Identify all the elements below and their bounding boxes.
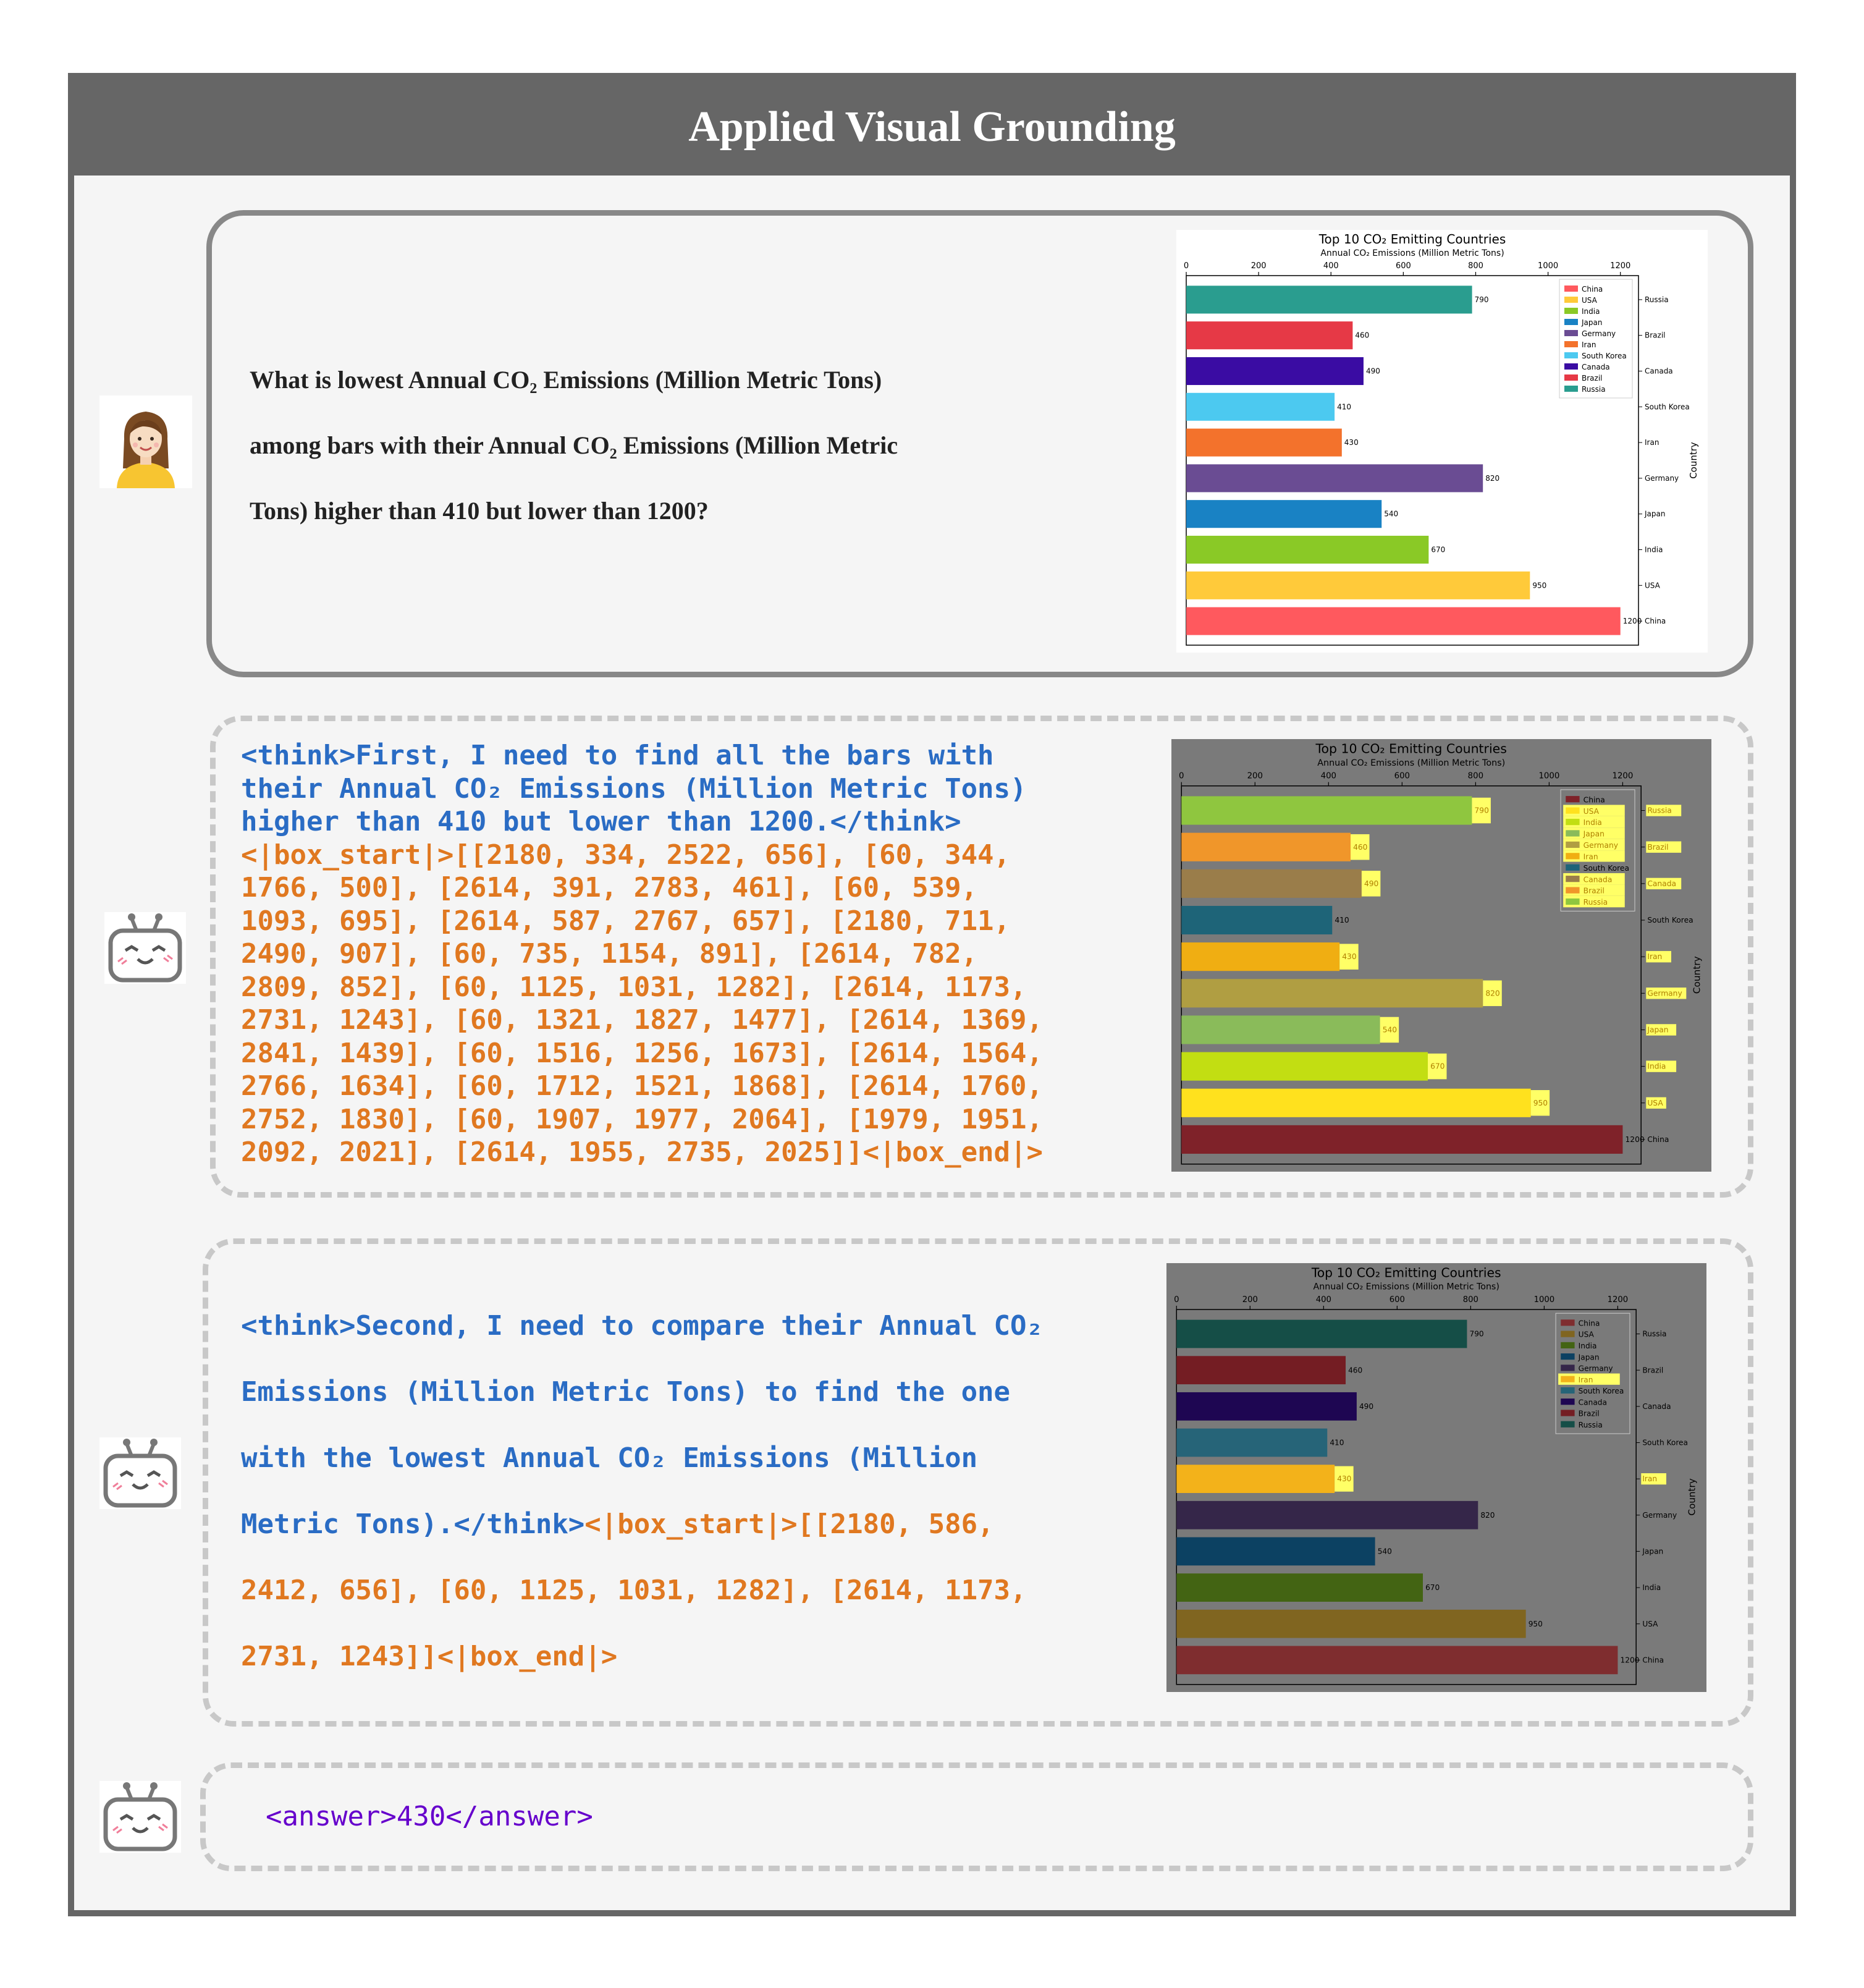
legend-swatch — [1566, 830, 1579, 836]
legend-swatch — [1566, 808, 1579, 814]
category-label: Japan — [1645, 509, 1666, 518]
reasoning-line — [241, 772, 1027, 806]
legend-entry: Iran — [1578, 1375, 1593, 1384]
x-axis-label: Annual CO₂ Emissions (Million Metric Tons) — [1317, 758, 1506, 768]
legend-swatch — [1561, 1410, 1574, 1416]
bar — [1181, 906, 1332, 934]
x-axis-label: Annual CO₂ Emissions (Million Metric Tons) — [1313, 1282, 1499, 1292]
legend-swatch — [1561, 1421, 1574, 1428]
box-coordinates-text: 2752, 1830], [60, 1907, 1977, 2064], [1979, 1951, — [241, 1103, 1044, 1135]
x-tick-label: 1000 — [1538, 771, 1560, 781]
category-label: Russia — [1642, 1329, 1667, 1339]
bar — [1186, 500, 1381, 528]
bar — [1186, 572, 1530, 599]
legend-entry: Brazil — [1583, 886, 1605, 895]
value-label: 1200 — [1625, 1135, 1645, 1144]
x-tick-label: 600 — [1389, 1295, 1405, 1305]
box-coordinates-text: 2731, 1243]]<|box_end|> — [241, 1641, 618, 1672]
legend-swatch — [1566, 865, 1579, 871]
bar — [1176, 1610, 1525, 1638]
value-label: 540 — [1384, 509, 1399, 518]
reasoning-line — [241, 839, 1010, 872]
legend-entry: Russia — [1583, 898, 1608, 907]
category-label: Germany — [1642, 1510, 1677, 1520]
value-label: 950 — [1528, 1619, 1543, 1628]
y-axis-label: Country — [1686, 1478, 1698, 1516]
value-label: 820 — [1480, 1510, 1495, 1520]
bar — [1186, 286, 1472, 313]
value-label: 410 — [1337, 402, 1352, 412]
value-label: 430 — [1342, 952, 1357, 962]
question-line: among bars with their Annual CO₂ Emissions (Million Metric — [250, 431, 898, 459]
value-label: 490 — [1364, 879, 1379, 888]
x-tick-label: 400 — [1323, 261, 1339, 271]
x-axis-label: Annual CO₂ Emissions (Million Metric Tons) — [1320, 248, 1504, 258]
x-tick-label: 200 — [1250, 261, 1267, 271]
legend-entry: Canada — [1578, 1398, 1607, 1407]
legend-swatch — [1564, 341, 1578, 347]
assistant-avatar-icon — [99, 1437, 181, 1509]
legend-entry: South Korea — [1582, 352, 1627, 360]
reasoning-line — [241, 1293, 1043, 1359]
legend-swatch — [1561, 1342, 1574, 1348]
value-label: 460 — [1348, 1366, 1363, 1375]
reasoning-line — [241, 739, 994, 772]
legend-swatch — [1561, 1364, 1574, 1371]
bar — [1186, 429, 1342, 457]
legend-swatch — [1564, 386, 1578, 392]
reasoning-line — [241, 905, 1010, 938]
reasoning-line — [241, 1557, 1027, 1623]
think-text: Metric Tons).</think> — [241, 1508, 585, 1540]
value-label: 1200 — [1620, 1656, 1640, 1665]
x-tick-label: 0 — [1174, 1295, 1179, 1305]
legend-swatch — [1566, 796, 1579, 802]
value-label: 430 — [1337, 1474, 1352, 1484]
legend-entry: Brazil — [1578, 1409, 1600, 1418]
x-tick-label: 1200 — [1610, 261, 1631, 271]
legend-swatch — [1566, 853, 1579, 859]
bar — [1181, 796, 1472, 824]
category-label: Iran — [1647, 952, 1663, 962]
question-line: Tons) higher than 410 but lower than 1200? — [250, 497, 709, 525]
think-text: their Annual CO₂ Emissions (Million Metric Tons) — [241, 772, 1027, 805]
value-label: 790 — [1474, 806, 1489, 815]
category-label: USA — [1647, 1098, 1663, 1107]
legend-entry: Germany — [1582, 329, 1616, 338]
legend-entry: India — [1583, 818, 1602, 827]
value-label: 430 — [1344, 438, 1359, 447]
value-label: 410 — [1335, 916, 1349, 925]
category-label: China — [1647, 1135, 1669, 1144]
category-label: South Korea — [1645, 402, 1690, 412]
chart-title: Top 10 CO₂ Emitting Countries — [1311, 1265, 1501, 1280]
category-label: Russia — [1645, 295, 1669, 304]
bar — [1186, 321, 1352, 349]
think-text: Emissions (Million Metric Tons) to find the one — [241, 1376, 1011, 1408]
legend-entry: Canada — [1583, 875, 1613, 884]
legend-entry: India — [1578, 1341, 1597, 1350]
assistant-avatar-icon — [99, 1781, 181, 1853]
x-tick-label: 200 — [1242, 1295, 1258, 1305]
value-label: 410 — [1330, 1438, 1344, 1447]
legend-entry: Brazil — [1582, 374, 1603, 383]
legend-entry: China — [1582, 285, 1603, 294]
legend-entry: USA — [1583, 806, 1600, 816]
chart-title: Top 10 CO₂ Emitting Countries — [1318, 232, 1506, 247]
bar — [1176, 1320, 1467, 1348]
x-tick-label: 200 — [1247, 771, 1263, 781]
bar — [1176, 1501, 1478, 1529]
answer-text: <answer>430</answer> — [266, 1801, 593, 1832]
box-coordinates-text: <|box_start|>[[2180, 334, 2522, 656], [60, 344, — [241, 839, 1011, 871]
category-label: China — [1642, 1656, 1664, 1665]
legend-entry: USA — [1578, 1330, 1594, 1339]
legend-swatch — [1564, 352, 1578, 358]
legend-entry: USA — [1582, 296, 1597, 305]
reasoning-line — [241, 1491, 994, 1557]
think-text: with the lowest Annual CO₂ Emissions (Million — [241, 1442, 978, 1474]
value-label: 670 — [1431, 545, 1446, 554]
reasoning-line — [241, 1359, 1010, 1425]
legend-swatch — [1564, 330, 1578, 336]
value-label: 820 — [1485, 473, 1500, 483]
title-bar — [74, 79, 1790, 176]
legend-swatch — [1561, 1353, 1574, 1360]
bar — [1181, 1089, 1530, 1117]
category-label: India — [1647, 1062, 1666, 1071]
reasoning-line — [241, 1425, 977, 1491]
legend-entry: Germany — [1578, 1364, 1613, 1373]
bar — [1186, 464, 1483, 492]
legend-entry: Japan — [1582, 318, 1603, 327]
chart-title: Top 10 CO₂ Emitting Countries — [1315, 741, 1507, 756]
box-coordinates-text: 1093, 695], [2614, 587, 2767, 657], [2180, 711, — [241, 905, 1011, 937]
category-label: South Korea — [1647, 916, 1693, 925]
bar — [1181, 1125, 1622, 1154]
legend-swatch — [1561, 1319, 1574, 1326]
legend-swatch — [1564, 319, 1578, 325]
value-label: 1200 — [1622, 617, 1642, 626]
legend-swatch — [1561, 1398, 1574, 1405]
legend-swatch — [1566, 819, 1579, 825]
reasoning-line — [241, 971, 1027, 1004]
reasoning-line — [241, 805, 961, 839]
box-coordinates-text: <|box_start|>[[2180, 586, — [584, 1508, 994, 1540]
reasoning-line — [241, 1103, 1043, 1136]
category-label: Canada — [1645, 366, 1673, 376]
value-label: 950 — [1533, 1098, 1548, 1107]
reasoning-line — [241, 1623, 617, 1690]
box-coordinates-text: 1766, 500], [2614, 391, 2783, 461], [60, 539, — [241, 872, 978, 903]
box-coordinates-text: 2809, 852], [60, 1125, 1031, 1282], [2614, 1173, — [241, 971, 1027, 1003]
value-label: 540 — [1377, 1547, 1392, 1556]
legend-entry: Germany — [1583, 841, 1619, 850]
x-tick-label: 800 — [1462, 1295, 1478, 1305]
value-label: 460 — [1353, 842, 1368, 852]
bar — [1181, 942, 1339, 971]
box-coordinates-text: 2092, 2021], [2614, 1955, 2735, 2025]]<|box_end|> — [241, 1136, 1044, 1168]
legend-swatch — [1564, 286, 1578, 292]
category-label: USA — [1642, 1619, 1658, 1628]
category-label: USA — [1645, 581, 1660, 590]
legend-swatch — [1566, 842, 1579, 848]
think-text: higher than 410 but lower than 1200.</think> — [241, 806, 961, 837]
bar — [1176, 1356, 1346, 1384]
question-line: What is lowest Annual CO₂ Emissions (Million Metric Tons) — [250, 366, 882, 394]
x-tick-label: 1000 — [1533, 1295, 1555, 1305]
legend-swatch — [1566, 899, 1579, 905]
value-label: 950 — [1532, 581, 1547, 590]
value-label: 460 — [1355, 331, 1370, 340]
bar — [1176, 1392, 1357, 1421]
category-label: India — [1645, 545, 1663, 554]
legend-entry: Iran — [1582, 340, 1596, 349]
x-tick-label: 1200 — [1607, 1295, 1629, 1305]
legend-entry: Japan — [1583, 829, 1605, 839]
chart-step2-highlighted — [1166, 1263, 1706, 1692]
bar — [1176, 1538, 1375, 1566]
bar — [1176, 1429, 1327, 1457]
bar — [1176, 1646, 1617, 1674]
x-tick-label: 600 — [1394, 771, 1411, 781]
x-tick-label: 0 — [1179, 771, 1184, 781]
x-tick-label: 1200 — [1612, 771, 1634, 781]
legend-entry: Russia — [1578, 1420, 1603, 1429]
category-label: India — [1642, 1583, 1661, 1593]
legend-swatch — [1566, 876, 1579, 882]
legend-swatch — [1564, 297, 1578, 303]
category-label: Japan — [1642, 1547, 1664, 1556]
assistant-avatar-icon — [104, 912, 186, 984]
x-tick-label: 400 — [1320, 771, 1337, 781]
x-tick-label: 1000 — [1538, 261, 1559, 271]
chart-step1-highlighted — [1171, 739, 1711, 1172]
legend-swatch — [1564, 374, 1578, 381]
legend-swatch — [1561, 1387, 1574, 1394]
bar — [1181, 979, 1483, 1007]
bar — [1181, 1015, 1380, 1044]
user-avatar-icon — [99, 395, 192, 488]
legend-entry: China — [1583, 795, 1605, 805]
category-label: Iran — [1645, 438, 1659, 447]
reasoning-line — [241, 1136, 1043, 1169]
reasoning-line — [241, 1037, 1043, 1070]
category-label: Germany — [1645, 473, 1679, 483]
value-label: 490 — [1359, 1402, 1374, 1411]
category-label: Brazil — [1645, 331, 1666, 340]
legend-entry: South Korea — [1583, 863, 1630, 873]
x-tick-label: 400 — [1315, 1295, 1331, 1305]
reasoning-line — [241, 1070, 1043, 1103]
category-label: China — [1645, 617, 1666, 626]
legend-swatch — [1566, 887, 1579, 893]
think-text: <think>First, I need to find all the bars with — [241, 740, 994, 771]
legend-entry: South Korea — [1578, 1387, 1624, 1396]
bar — [1176, 1465, 1335, 1493]
box-coordinates-text: 2731, 1243], [60, 1321, 1827, 1477], [2614, 1369, — [241, 1004, 1044, 1036]
reasoning-line — [241, 871, 977, 905]
box-coordinates-text: 2412, 656], [60, 1125, 1031, 1282], [2614, 1173, — [241, 1575, 1027, 1606]
bar — [1181, 1052, 1428, 1081]
legend-entry: India — [1582, 307, 1600, 316]
category-label: South Korea — [1642, 1438, 1688, 1447]
box-coordinates-text: 2490, 907], [60, 735, 1154, 891], [2614, 782, — [241, 938, 978, 970]
legend-entry: Japan — [1578, 1353, 1600, 1362]
bar — [1186, 393, 1335, 421]
legend-entry: Russia — [1582, 385, 1606, 394]
value-label: 670 — [1425, 1583, 1440, 1593]
category-label: Japan — [1647, 1025, 1669, 1034]
y-axis-label: Country — [1691, 956, 1703, 994]
category-label: Brazil — [1647, 842, 1669, 852]
value-label: 670 — [1430, 1062, 1445, 1071]
value-label: 540 — [1382, 1025, 1398, 1034]
legend-swatch — [1561, 1376, 1574, 1382]
reasoning-line — [241, 1004, 1043, 1037]
value-label: 790 — [1474, 295, 1489, 304]
x-tick-label: 0 — [1183, 261, 1189, 271]
think-text: <think>Second, I need to compare their Annual CO₂ — [241, 1310, 1044, 1342]
category-label: Germany — [1647, 989, 1682, 998]
bar — [1176, 1573, 1423, 1602]
chart-original — [1176, 230, 1708, 653]
bar — [1186, 357, 1364, 385]
category-label: Iran — [1642, 1474, 1658, 1484]
box-coordinates-text: 2766, 1634], [60, 1712, 1521, 1868], [2614, 1760, — [241, 1070, 1044, 1102]
legend-entry: Iran — [1583, 852, 1598, 861]
box-coordinates-text: 2841, 1439], [60, 1516, 1256, 1673], [2614, 1564, — [241, 1037, 1044, 1069]
category-label: Russia — [1647, 806, 1672, 815]
bar — [1186, 536, 1428, 564]
value-label: 490 — [1365, 366, 1380, 376]
x-tick-label: 600 — [1395, 261, 1411, 271]
figure-title: Applied Visual Grounding — [688, 103, 1176, 151]
value-label: 820 — [1485, 989, 1500, 998]
category-label: Canada — [1647, 879, 1677, 888]
bar — [1181, 869, 1362, 898]
bar — [1181, 833, 1351, 861]
x-tick-label: 800 — [1467, 771, 1484, 781]
category-label: Canada — [1642, 1402, 1671, 1411]
legend-swatch — [1564, 308, 1578, 314]
y-axis-label: Country — [1688, 442, 1699, 479]
legend-entry: Canada — [1582, 363, 1610, 371]
legend-entry: China — [1578, 1319, 1600, 1328]
category-label: Brazil — [1642, 1366, 1664, 1375]
legend-swatch — [1564, 363, 1578, 370]
x-tick-label: 800 — [1468, 261, 1483, 271]
bar — [1186, 607, 1621, 635]
value-label: 790 — [1469, 1329, 1484, 1339]
reasoning-line — [241, 937, 977, 971]
legend-swatch — [1561, 1331, 1574, 1337]
